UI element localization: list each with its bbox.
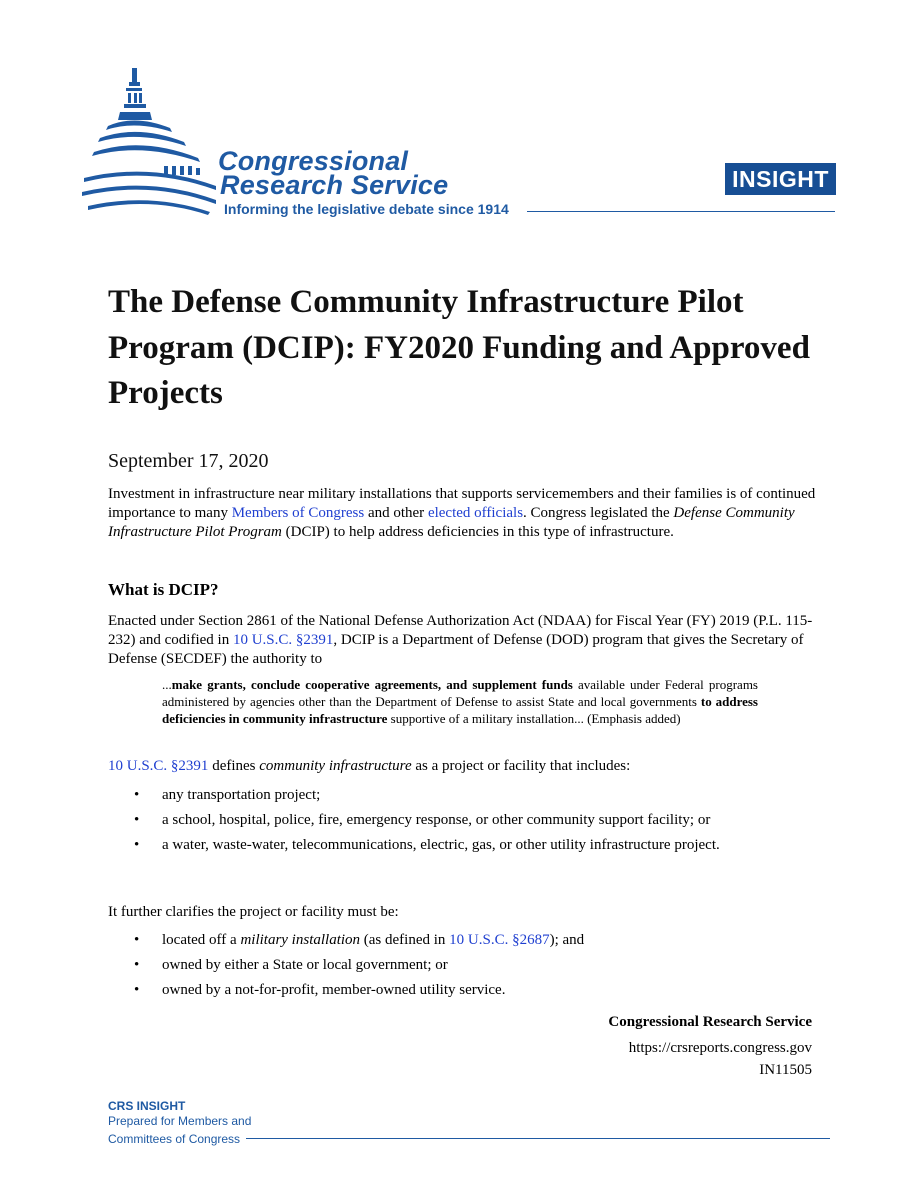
clarification-paragraph: It further clarifies the project or facility must be: xyxy=(108,904,399,920)
intro-paragraph: Investment in infrastructure near military installations that supports servicemembers and their families is of continued importance to many Members of Congress and other elected officials. Congress legislated the Defense Community Infrastructure Pilot Program (DCIP) to help address deficiencies in this type of infrastructure. xyxy=(108,486,816,540)
usc-2391-link[interactable]: 10 U.S.C. §2391 xyxy=(108,758,209,774)
members-of-congress-link[interactable]: Members of Congress xyxy=(231,505,365,521)
section-heading: What is DCIP? xyxy=(108,580,219,599)
report-title: The Defense Community Infrastructure Pilot Program (DCIP): FY2020 Funding and Approved Projects xyxy=(108,284,810,411)
org-name-line1: Congressional xyxy=(218,146,409,176)
org-name-line2: Research Service xyxy=(220,170,449,200)
insight-badge: INSIGHT xyxy=(725,163,836,195)
list-item: • owned by either a State or local government; or xyxy=(134,957,448,973)
list-item: • a school, hospital, police, fire, emergency response, or other community support facility; or xyxy=(134,812,711,828)
footer-rule xyxy=(246,1138,830,1139)
prepared-line2: Committees of Congress xyxy=(108,1132,241,1146)
footer-org: Congressional Research Service xyxy=(608,1014,812,1030)
statute-quote: ...make grants, conclude cooperative agreements, and supplement funds available under Federal programs administered by agencies other than the Department of Defense to assist State and local governments to address deficiencies in community infrastructure supportive of a military installation... (Emphasis added) xyxy=(162,677,758,726)
usc-2391-link[interactable]: 10 U.S.C. §2391 xyxy=(232,632,334,648)
definition-paragraph: 10 U.S.C. §2391 defines community infrastructure as a project or facility that includes: xyxy=(108,758,631,774)
capitol-dome-logo xyxy=(80,66,220,216)
tagline: Informing the legislative debate since 1914 xyxy=(224,201,509,217)
crs-insight-label: CRS INSIGHT xyxy=(108,1099,186,1113)
enactment-paragraph: Enacted under Section 2861 of the National Defense Authorization Act (NDAA) for Fiscal Year (FY) 2019 (P.L. 115-232) and codified in 10 U.S.C. §2391, DCIP is a Department of Defense (DOD) program that gives the Secretary of Defense (SECDEF) the authority to xyxy=(108,613,813,667)
footer-url[interactable]: https://crsreports.congress.gov xyxy=(628,1040,812,1056)
report-date: September 17, 2020 xyxy=(108,450,269,472)
list-item: • a water, waste-water, telecommunications, electric, gas, or other utility infrastructure project. xyxy=(134,837,720,853)
elected-officials-link[interactable]: elected officials xyxy=(427,505,524,521)
infrastructure-list xyxy=(108,786,768,855)
list-item: • owned by a not-for-profit, member-owned utility service. xyxy=(134,982,506,998)
footer-report-id: IN11505 xyxy=(759,1062,812,1078)
usc-2687-link[interactable]: 10 U.S.C. §2687 xyxy=(449,932,550,948)
header-rule xyxy=(527,211,835,212)
list-item: • any transportation project; xyxy=(134,787,321,803)
list-item: • located off a military installation (as defined in 10 U.S.C. §2687); and xyxy=(134,932,585,948)
facility-conditions-list xyxy=(108,931,768,1000)
prepared-line1: Prepared for Members and xyxy=(108,1114,252,1128)
